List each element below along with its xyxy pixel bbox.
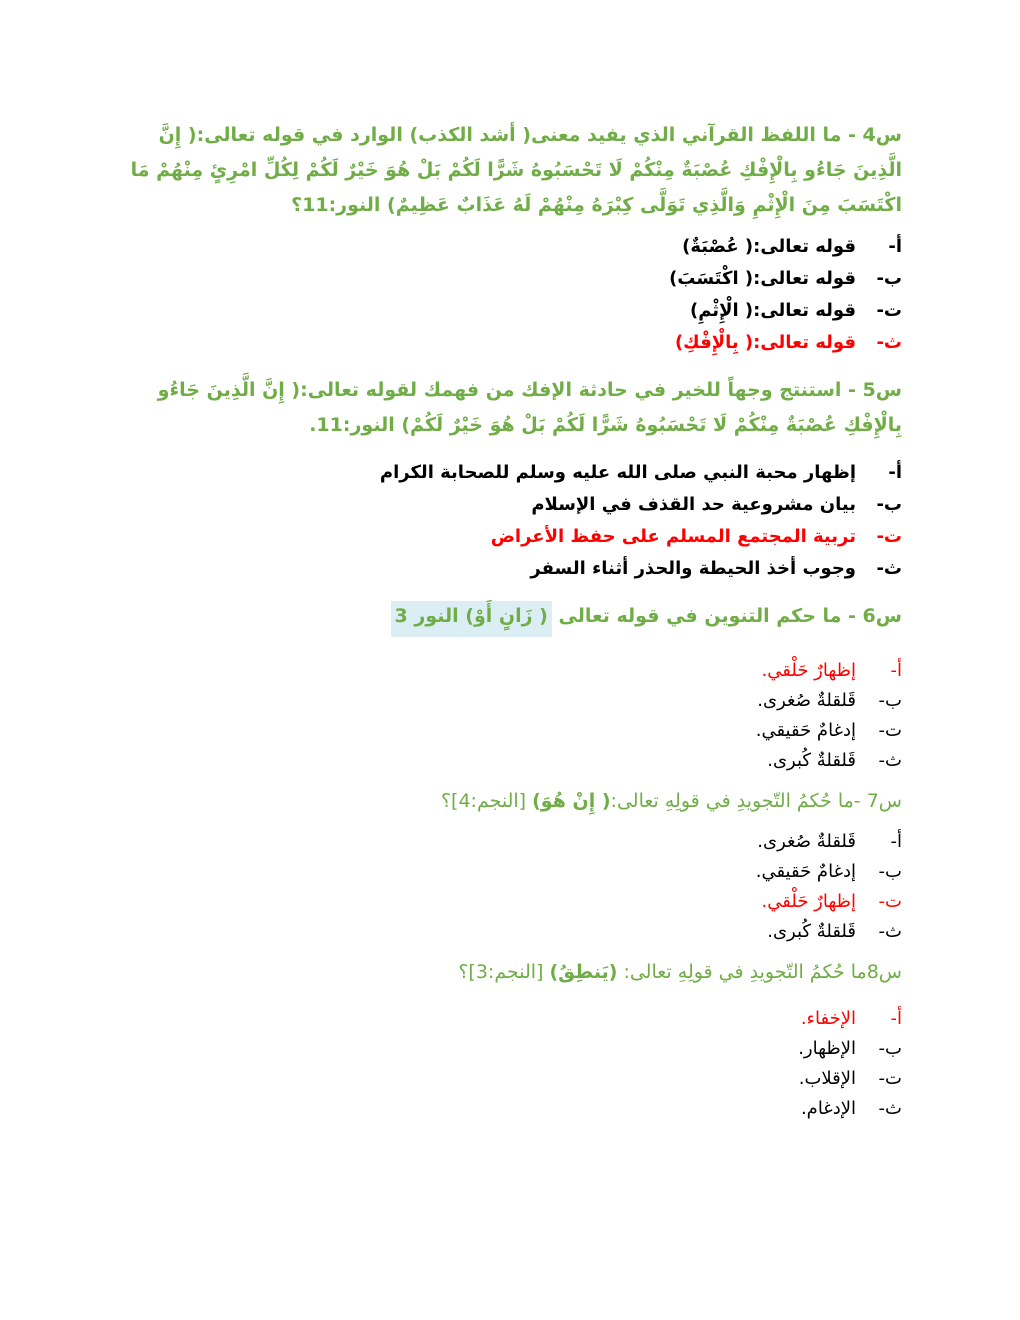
q6-option-d[interactable]: ث- قَلقلةٌ كُبرى. [767, 750, 902, 771]
question-4: س4 - ما اللفظ القرآني الذي يفيد معنى( أشد الكذب) الوارد في قوله تعالى:( إِنَّ الَّذِينَ جَاءُو بِالْإِفْكِ عُصْبَةٌ مِنْكُمْ لَا تَحْسَبُوهُ شَرًّا لَكُمْ بَلْ هُوَ خَيْرٌ لَكُمْ لِكُلِّ امْرِئٍ مِنْهُمْ مَا اكْتَسَبَ مِنَ الْإِثْمِ وَالَّذِي تَوَلَّى كِبْرَهُ مِنْهُمْ لَهُ عَذَابٌ عَظِيمٌ) النور:11؟ [130, 124, 902, 216]
q6-option-b[interactable]: ب- قَلقلةٌ صُغرى. [757, 690, 902, 711]
q5-option-d[interactable]: ث- وجوب أخذ الحيطة والحذر أثناء السفر [530, 558, 902, 579]
question-4-options [117, 231, 902, 359]
q4-option-c[interactable]: ت- قوله تعالى:( الْإِثْمِ) [689, 300, 902, 321]
question-7: س7 -ما حُكمُ التّجويدِ في قولِهِ تعالى:( إِنْ هُوَ) [النجم:4]؟ [440, 790, 902, 812]
q7-option-a[interactable]: أ- قَلقلةٌ صُغرى. [757, 831, 902, 852]
question-5: س5 - استنتج وجهاً للخير في حادثة الإفك من فهمك لقوله تعالى:( إِنَّ الَّذِينَ جَاءُو بِالْإِفْكِ عُصْبَةٌ مِنْكُمْ لَا تَحْسَبُوهُ شَرًّا لَكُمْ بَلْ هُوَ خَيْرٌ لَكُمْ) النور:11. [157, 379, 902, 436]
q6-option-c[interactable]: ت- إدغامٌ حَقيقي. [755, 720, 902, 741]
q4-option-b[interactable]: ب- قوله تعالى:( اكْتَسَبَ) [669, 268, 902, 289]
q5-option-a[interactable]: أ- إظهار محبة النبي صلى الله عليه وسلم للصحابة الكرام [379, 462, 902, 483]
highlighted-verse: ( زَانٍ أَوْ) النور 3 [391, 601, 552, 637]
q5-option-c-correct[interactable]: ت- تربية المجتمع المسلم على حفظ الأعراض [490, 526, 902, 547]
q8-option-d[interactable]: ث- الإدغام. [800, 1098, 902, 1119]
q6-option-a-correct[interactable]: أ- إظهارٌ حَلْقي. [761, 660, 902, 681]
question-6: س6 - ما حكم التنوين في قوله تعالى ( زَانٍ أَوْ) النور 3 [117, 599, 902, 634]
q4-option-a[interactable]: أ- قوله تعالى:( عُصْبَةٌ) [682, 236, 902, 257]
question-8: س8ما حُكمُ التّجويدِ في قولِهِ تعالى: (يَنطِقُ) [النجم:3]؟ [458, 961, 902, 983]
q8-option-b[interactable]: ب- الإظهار. [798, 1038, 902, 1059]
question-7-options [117, 827, 902, 947]
q8-option-c[interactable]: ت- الإقلاب. [798, 1068, 902, 1089]
q8-option-a-correct[interactable]: أ- الإخفاء. [800, 1008, 902, 1029]
q7-option-c-correct[interactable]: ت- إظهارٌ حَلْقي. [761, 891, 902, 912]
q5-option-b[interactable]: ب- بيان مشروعية حد القذف في الإسلام [531, 494, 902, 515]
q4-option-d-correct[interactable]: ث- قوله تعالى:( بِالْإِفْكِ) [674, 332, 902, 353]
worksheet-page [117, 118, 902, 1124]
q7-option-b[interactable]: ب- إدغامٌ حَقيقي. [755, 861, 902, 882]
q7-option-d[interactable]: ث- قَلقلةٌ كُبرى. [767, 921, 902, 942]
question-6-options [117, 656, 902, 776]
question-5-options [117, 457, 902, 585]
question-8-options [117, 1004, 902, 1124]
